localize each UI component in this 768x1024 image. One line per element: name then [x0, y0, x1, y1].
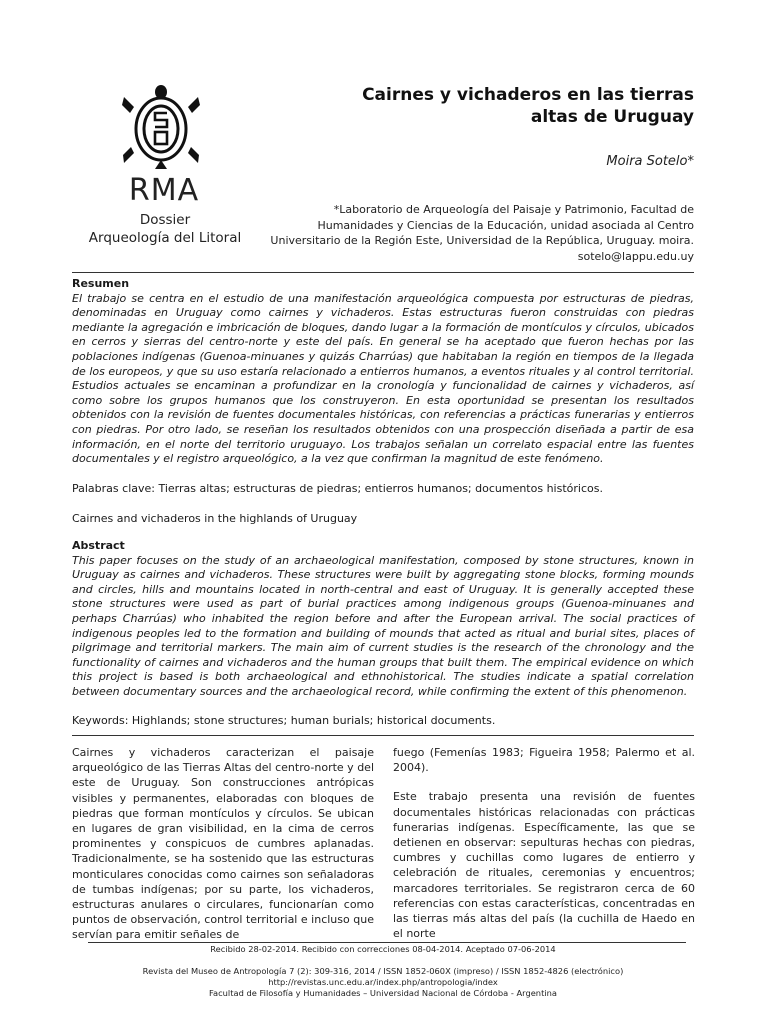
resumen-text: El trabajo se centra en el estudio de una manifestación arqueológica compuesta por estructuras de piedras, denominadas en Uruguay como cairnes y vichaderos. Estas estructuras fueron construidas con piedras mediante la agregación e imbricación de bloques, dando lugar a la formación de montículos y círculos, ubicados en cerros y sierras del centro-norte y este del país. En general se ha aceptado que fueron hechas por las poblaciones indígenas (Guenoa-minuanes y quizás Charrúas) que habitaban la región en tiempos de la llegada de los europeos, y que su uso estaría relacionado a entierros humanos, a eventos rituales y al control territorial. Estudios actuales se encaminan a profundizar en la cronología y funcionalidad de cairnes y vichaderos, así como sobre los grupos humanos que los construyeron. En esta oportunidad se presentan los resultados obtenidos con la revisión de fuentes documentales históricas, con referencias a prácticas funerarias y entierros con piedras. Por otro lado, se reseñan los resultados obtenidos con una prospección diseñada a partir de esa información, en el norte del territorio uruguayo. Los trabajos señalan un correlato espacial entre las fuentes documentales y el registro arqueológico, a la vez que confirman la magnitud de este fenómeno.: [72, 291, 694, 466]
palabras-clave: [72, 482, 694, 497]
author-name: Moira Sotelo*: [606, 154, 694, 169]
footer-journal-citation: Revista del Museo de Antropología 7 (2): 309-316, 2014 / ISSN 1852-060X (impreso) / ISSN 1852-4826 (electrónico): [142, 966, 624, 976]
dossier-line-1: Dossier: [139, 212, 191, 228]
author-affiliation: [254, 202, 694, 264]
english-title-text: Cairnes and vichaderos in the highlands of Uruguay: [72, 512, 358, 525]
body-column-right: [393, 745, 695, 955]
title-line-1: Cairnes y vichaderos en las tierras: [362, 85, 694, 105]
journal-logo-icon: [118, 83, 204, 173]
body-column-left: [72, 745, 374, 957]
abstract-heading: Abstract: [72, 539, 125, 552]
body-paragraph: Cairnes y vichaderos caracterizan el paisaje arqueológico de las Tierras Altas del centro-norte y del este de Uruguay. Son construcciones antrópicas visibles y permanentes, elaboradas con bloques de piedras que forman montículos y círculos. Se ubican en lugares de gran visibilidad, en la cima de cerros prominentes y conspicuos de cumbres aplanadas. Tradicionalmente, se ha sostenido que las estructuras monticulares conocidas como cairnes son señaladoras de tumbas indígenas; por su parte, los vichaderos, estructuras anulares o circulares, funcionarían como puntos de observación, control territorial e incluso que servían para emitir señales de: [72, 746, 374, 942]
article-title: [274, 84, 694, 128]
affiliation-line: *Laboratorio de Arqueología del Paisaje y Patrimonio, Facultad de: [333, 203, 694, 216]
resumen-section: [72, 277, 694, 467]
journal-abbreviation: RMA: [128, 173, 200, 208]
resumen-heading: Resumen: [72, 277, 130, 290]
english-title: [72, 512, 694, 527]
affiliation-line: sotelo@lappu.edu.uy: [577, 249, 694, 263]
abstract-section: [72, 539, 694, 700]
affiliation-line: Universitario de la Región Este, Universidad de la República, Uruguay. moira.: [270, 234, 694, 247]
footer-faculty: Facultad de Filosofía y Humanidades – Universidad Nacional de Córdoba - Argentina: [209, 988, 557, 998]
header-divider: [72, 272, 694, 273]
affiliation-line: Humanidades y Ciencias de la Educación, unidad asociada al Centro: [317, 218, 694, 232]
abstract-divider: [72, 735, 694, 736]
body-paragraph: fuego (Femenías 1983; Figueira 1958; Palermo et al. 2004).: [393, 746, 695, 775]
abstract-text: This paper focuses on the study of an archaeological manifestation, composed by stone structures, known in Uruguay as cairnes and vichaderos. These structures were built by aggregating stone blocks, forming mounds and circles, hills and mountains located in north-central and east of Uruguay. It is generally accepted these stone structures were used as part of burial practices among indigenous groups (Guenoa-minuanes and perhaps Charrúas) who inhabited the region before and after the European arrival. The social practices of indigenous peoples led to the formation and building of mounds that acted as ritual and burial sites, places of pilgrimage and territorial markers. The main aim of current studies is the research of the chronology and the functionality of cairnes and vichaderos and the human groups that built them. The empirical evidence on which this project is based is both archaeological and ethnohistorical. The studies indicate a spatial correlation between documentary sources and the archaeological record, while confirming the extent of this phenomenon.: [72, 553, 694, 698]
keywords-text: Keywords: Highlands; stone structures; human burials; historical documents.: [72, 714, 496, 727]
palabras-clave-text: Palabras clave: Tierras altas; estructuras de piedras; entierros humanos; documentos históricos.: [72, 482, 603, 495]
footer-url[interactable]: http://revistas.unc.edu.ar/index.php/antropologia/index: [268, 977, 498, 987]
footer-divider: [88, 942, 686, 943]
footer-journal: [72, 966, 694, 999]
body-paragraph: Este trabajo presenta una revisión de fuentes documentales históricas relacionadas con prácticas funerarias indígenas. Específicamente, las que se detienen en observar: sepulturas hechas con piedras, cumbres y cuchillas como lugares de entierro y celebración de rituales, ceremonias y encuentros; marcadores territoriales. Se registraron cerca de 60 referencias con estas características, concentradas en las tierras más altas del país (la cuchilla de Haedo en el norte: [393, 790, 695, 941]
dossier-label: [70, 211, 260, 247]
footer-received: Recibido 28-02-2014. Recibido con correcciones 08-04-2014. Aceptado 07-06-2014: [210, 944, 556, 954]
keywords: [72, 714, 694, 729]
dossier-line-2: Arqueología del Litoral: [88, 230, 242, 246]
title-line-2: altas de Uruguay: [530, 107, 694, 127]
